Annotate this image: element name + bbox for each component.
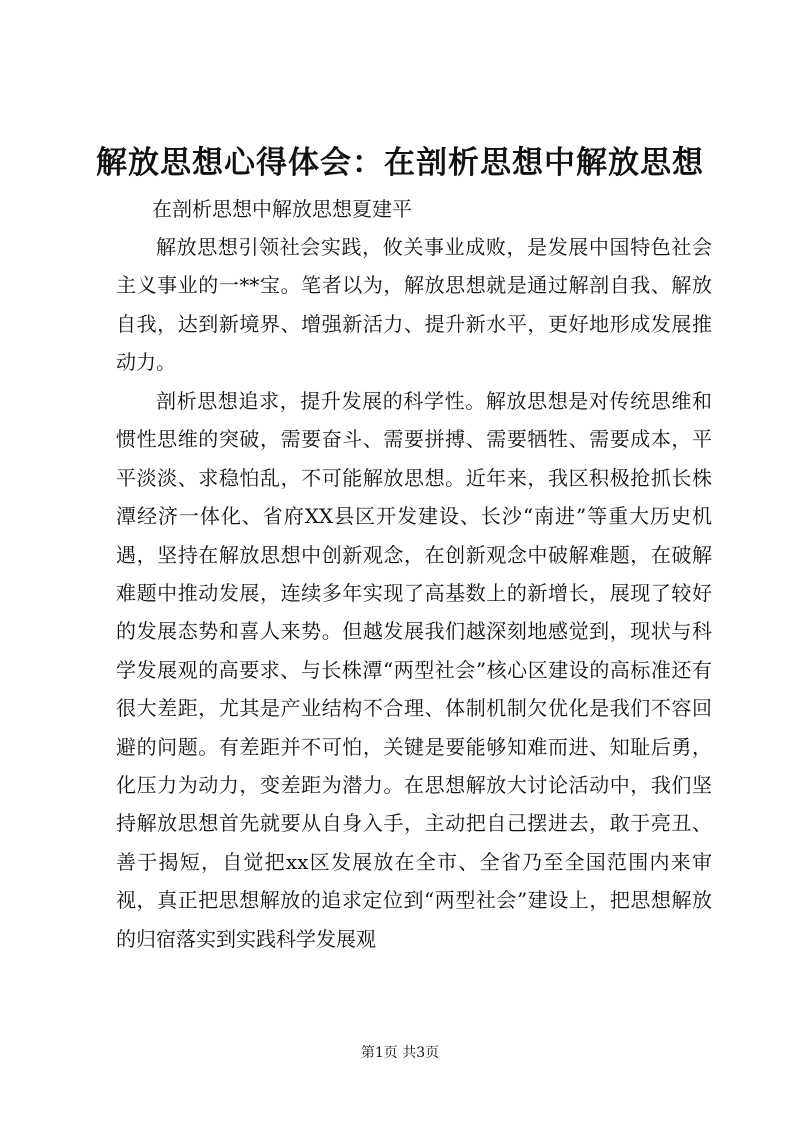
paragraph-2: 剖析思想追求，提升发展的科学性。解放思想是对传统思维和惯性思维的突破，需要奋斗、需要拼搏、需要牺牲、需要成本，平平淡淡、求稳怕乱，不可能解放思想。近年来，我区积极抢抓长株潭经济一体化、省府XX县区开发建设、长沙“南进”等重大历史机遇，坚持在解放思想中创新观念，在创新观念中破解难题，在破解难题中推动发展，连续多年实现了高基数上的新增长，展现了较好的发展态势和喜人来势。但越发展我们越深刻地感觉到，现状与科学发展观的高要求、与长株潭“两型社会”核心区建设的高标准还有很大差距，尤其是产业结构不合理、体制机制欠优化是我们不容回避的问题。有差距并不可怕，关键是要能够知难而进、知耻后勇，化压力为动力，变差距为潜力。在思想解放大讨论活动中，我们坚持解放思想首先就要从自身入手，主动把自己摆进去，敢于亮丑、善于揭短，自觉把xx区发展放在全市、全省乃至全国范围内来审视，真正把思想解放的追求定位到“两型社会”建设上，把思想解放的归宿落实到实践科学发展观 <box>116 389 712 951</box>
document-subtitle: 在剖析思想中解放思想夏建平 <box>152 197 412 221</box>
page-footer: 第1页 共3页 <box>360 1045 440 1061</box>
paragraph-1: 解放思想引领社会实践，攸关事业成败，是发展中国特色社会主义事业的一**宝。笔者以为，解放思想就是通过解剖自我、解放自我，达到新境界、增强新活力、提升新水平，更好地形成发展推动力。 <box>116 235 712 375</box>
document-title: 解放思想心得体会：在剖析思想中解放思想 <box>96 145 704 181</box>
